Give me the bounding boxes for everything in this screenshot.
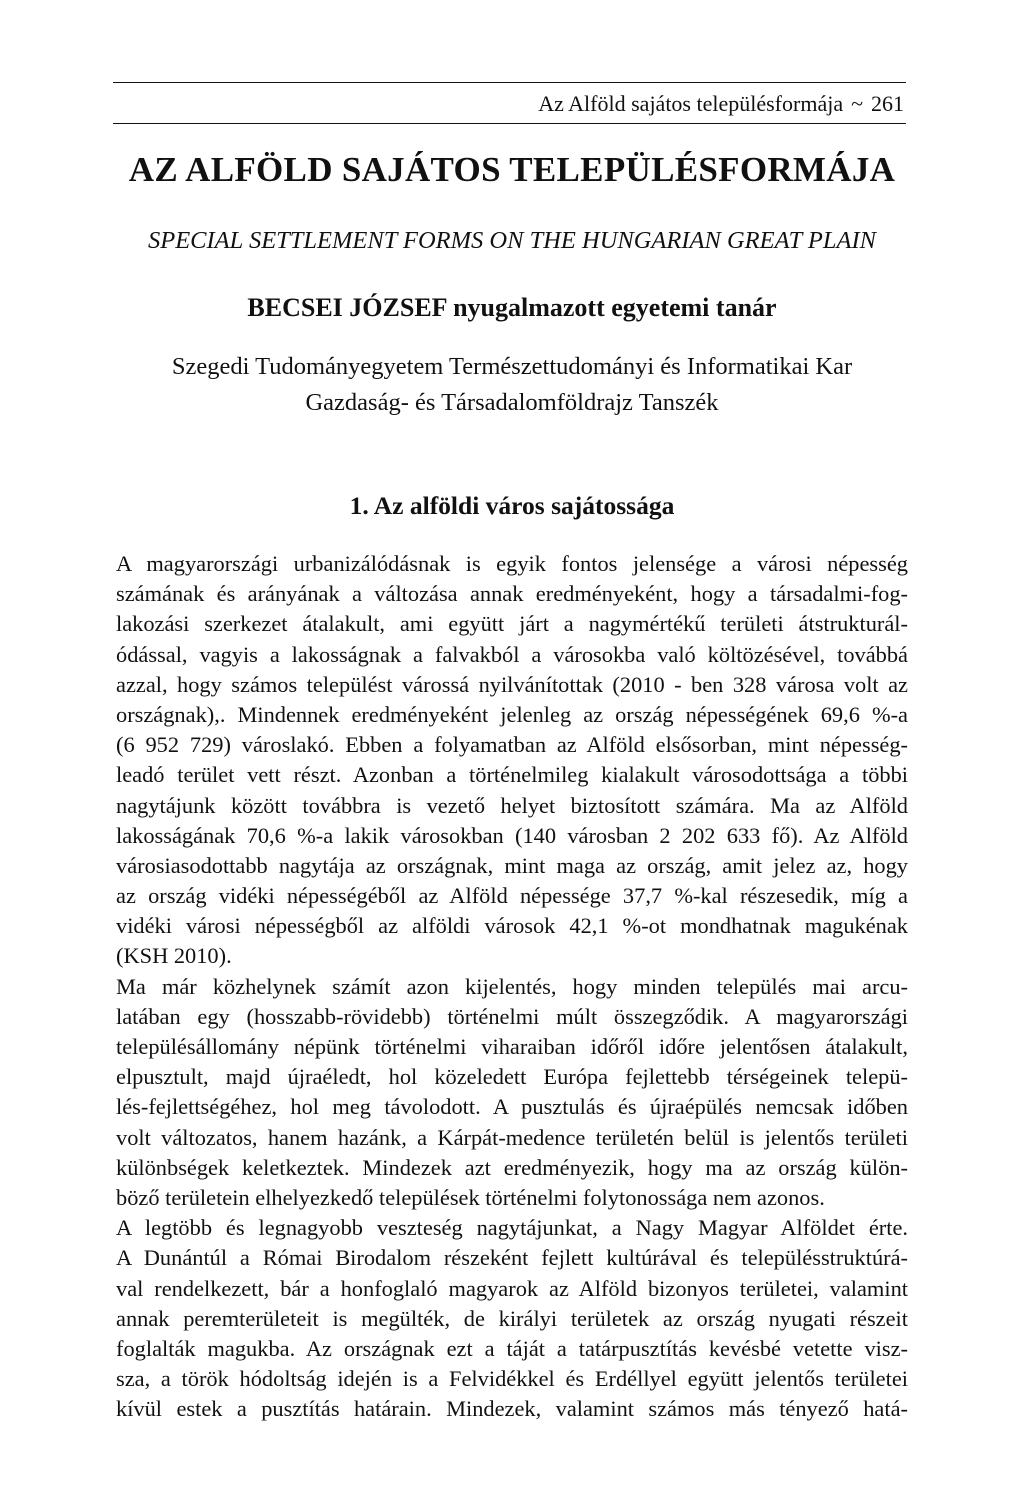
page-number: 261 bbox=[871, 91, 904, 116]
body-line: leadó terület vett részt. Azonban a történelmileg kialakult városodottsága a többi bbox=[116, 762, 908, 788]
running-header-title: Az Alföld sajátos településformája bbox=[538, 91, 844, 116]
body-line: nagytájunk között továbbra is vezető helyet biztosított számára. Ma az Alföld bbox=[116, 792, 908, 818]
article-subtitle-english: SPECIAL SETTLEMENT FORMS ON THE HUNGARIAN GREAT PLAIN bbox=[147, 227, 876, 254]
running-header-text bbox=[538, 93, 904, 115]
body-line: annak peremterületeit is megülték, de királyi területek az ország nyugati részeit bbox=[116, 1305, 908, 1331]
running-header bbox=[113, 82, 906, 124]
body-line: településállomány népünk történelmi viharaiban időről időre jelentősen átalakult, bbox=[116, 1034, 908, 1059]
body-line: számának és arányának a változása annak eredményeként, hogy a társadalmi-fog- bbox=[116, 581, 908, 607]
body-text bbox=[116, 549, 908, 1424]
body-line: lés-fejlettségéhez, hol meg távolodott. A pusztulás és újraépülés nemcsak időben bbox=[116, 1094, 908, 1120]
body-line: vidéki városi népességből az alföldi városok 42,1 %-ot mondhatnak magukénak bbox=[116, 913, 908, 939]
body-line: (KSH 2010). bbox=[116, 943, 232, 969]
body-line: azzal, hogy számos települést várossá nyilvánítottak (2010 - ben 328 városa volt az bbox=[116, 671, 908, 697]
body-line: különbségek keletkeztek. Mindezek azt eredményezik, hogy ma az ország külön- bbox=[116, 1154, 908, 1180]
running-header-separator: ~ bbox=[851, 91, 863, 116]
body-line: A magyarországi urbanizálódásnak is egyik fontos jelensége a városi népesség bbox=[116, 551, 908, 576]
affiliation-department: Gazdaság- és Társadalomföldrajz Tanszék bbox=[305, 389, 719, 416]
body-line: az ország vidéki népességéből az Alföld népessége 37,7 %-kal részesedik, míg a bbox=[116, 883, 908, 909]
body-line: sza, a török hódoltság idején is a Felvidékkel és Erdéllyel együtt jelentős területei bbox=[116, 1366, 908, 1392]
body-line: lakozási szerkezet átalakult, ami együtt járt a nagymértékű területi átstrukturál- bbox=[116, 611, 908, 637]
body-line: Ma már közhelynek számít azon kijelentés, hogy minden település mai arcu- bbox=[116, 973, 908, 999]
body-line: kívül estek a pusztítás határain. Mindezek, valamint számos más tényező hatá- bbox=[116, 1396, 908, 1422]
author-line: BECSEI JÓZSEF nyugalmazott egyetemi tanár bbox=[247, 293, 777, 322]
body-line: városiasodottabb nagytája az országnak, mint maga az ország, amit jelez az, hogy bbox=[116, 852, 908, 878]
body-line: elpusztult, majd újraéledt, hol közeledett Európa fejlettebb térségeinek telepü- bbox=[116, 1064, 908, 1090]
body-line: volt változatos, hanem hazánk, a Kárpát-medence területén belül is jelentős területi bbox=[116, 1124, 908, 1150]
body-line: A legtöbb és legnagyobb veszteség nagytájunkat, a Nagy Magyar Alföldet érte. bbox=[116, 1215, 908, 1241]
body-line: országnak),. Mindennek eredményeként jelenleg az ország népességének 69,6 %-a bbox=[116, 701, 908, 727]
body-line: böző területein elhelyezkedő települések történelmi folytonossága nem azonos. bbox=[116, 1184, 825, 1210]
body-line: foglalták magukba. Az országnak ezt a táját a tatárpusztítás kevésbé vetette visz- bbox=[116, 1335, 908, 1361]
article-title: AZ ALFÖLD SAJÁTOS TELEPÜLÉSFORMÁJA bbox=[128, 150, 896, 189]
affiliation-university: Szegedi Tudományegyetem Természettudományi és Informatikai Kar bbox=[171, 353, 853, 380]
body-line: ódással, vagyis a lakosságnak a falvakból a városokba való költözésével, továbbá bbox=[116, 641, 908, 667]
section-heading: 1. Az alföldi város sajátossága bbox=[349, 491, 675, 520]
body-line: (6 952 729) városlakó. Ebben a folyamatban az Alföld elsősorban, mint népesség- bbox=[116, 732, 908, 758]
body-line: lakosságának 70,6 %-a lakik városokban (140 városban 2 202 633 fő). Az Alföld bbox=[116, 822, 908, 848]
body-line: val rendelkezett, bár a honfoglaló magyarok az Alföld bizonyos területei, valamint bbox=[116, 1275, 908, 1301]
body-line: latában egy (hosszabb-rövidebb) történelmi múlt összegződik. A magyarországi bbox=[116, 1003, 908, 1029]
body-line: A Dunántúl a Római Birodalom részeként fejlett kultúrával és településstruktúrá- bbox=[116, 1245, 908, 1271]
